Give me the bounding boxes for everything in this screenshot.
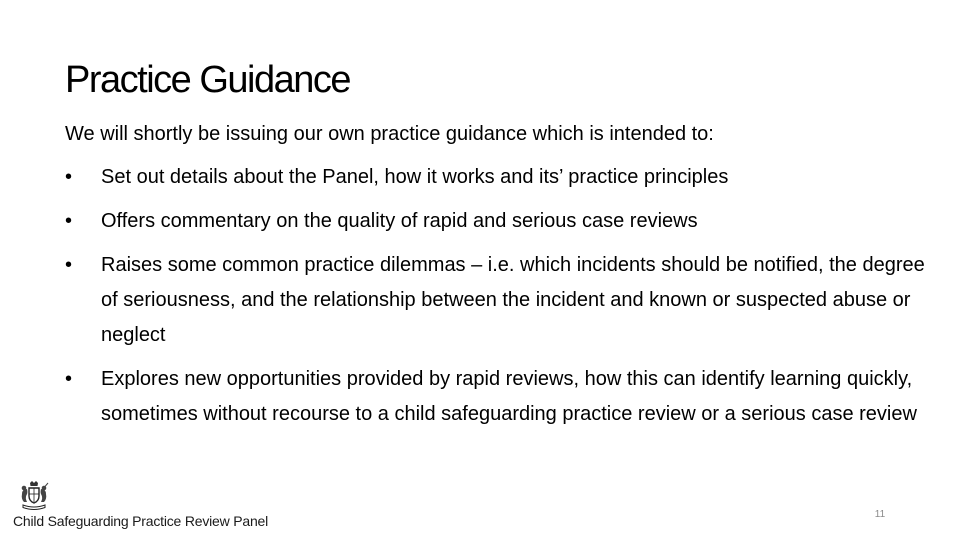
bullet-item (65, 248, 925, 353)
bullet-text: Raises some common practice dilemmas – i.e. which incidents should be notified, the degree of seriousness, and the relationship between the incident and known or suspected abuse or neglect (101, 254, 925, 346)
slide-title: Practice Guidance (65, 59, 350, 101)
bullet-marker: • (65, 254, 73, 276)
bullet-list (65, 160, 925, 441)
bullet-item (65, 204, 925, 239)
bullet-text: Offers commentary on the quality of rapid and serious case reviews (101, 210, 698, 232)
page-number: 11 (874, 509, 886, 520)
bullet-item (65, 362, 925, 432)
bullet-marker: • (65, 210, 73, 232)
royal-crest-icon (14, 480, 54, 512)
organisation-name: Child Safeguarding Practice Review Panel (13, 513, 269, 529)
bullet-text: Set out details about the Panel, how it works and its’ practice principles (101, 166, 729, 188)
bullet-text: Explores new opportunities provided by rapid reviews, how this can identify learning quickly, sometimes without recourse to a child safeguarding practice review or a serious case review (101, 368, 917, 425)
intro-text: We will shortly be issuing our own practice guidance which is intended to: (65, 123, 714, 145)
bullet-item (65, 160, 925, 195)
bullet-marker: • (65, 368, 73, 390)
bullet-marker: • (65, 166, 73, 188)
